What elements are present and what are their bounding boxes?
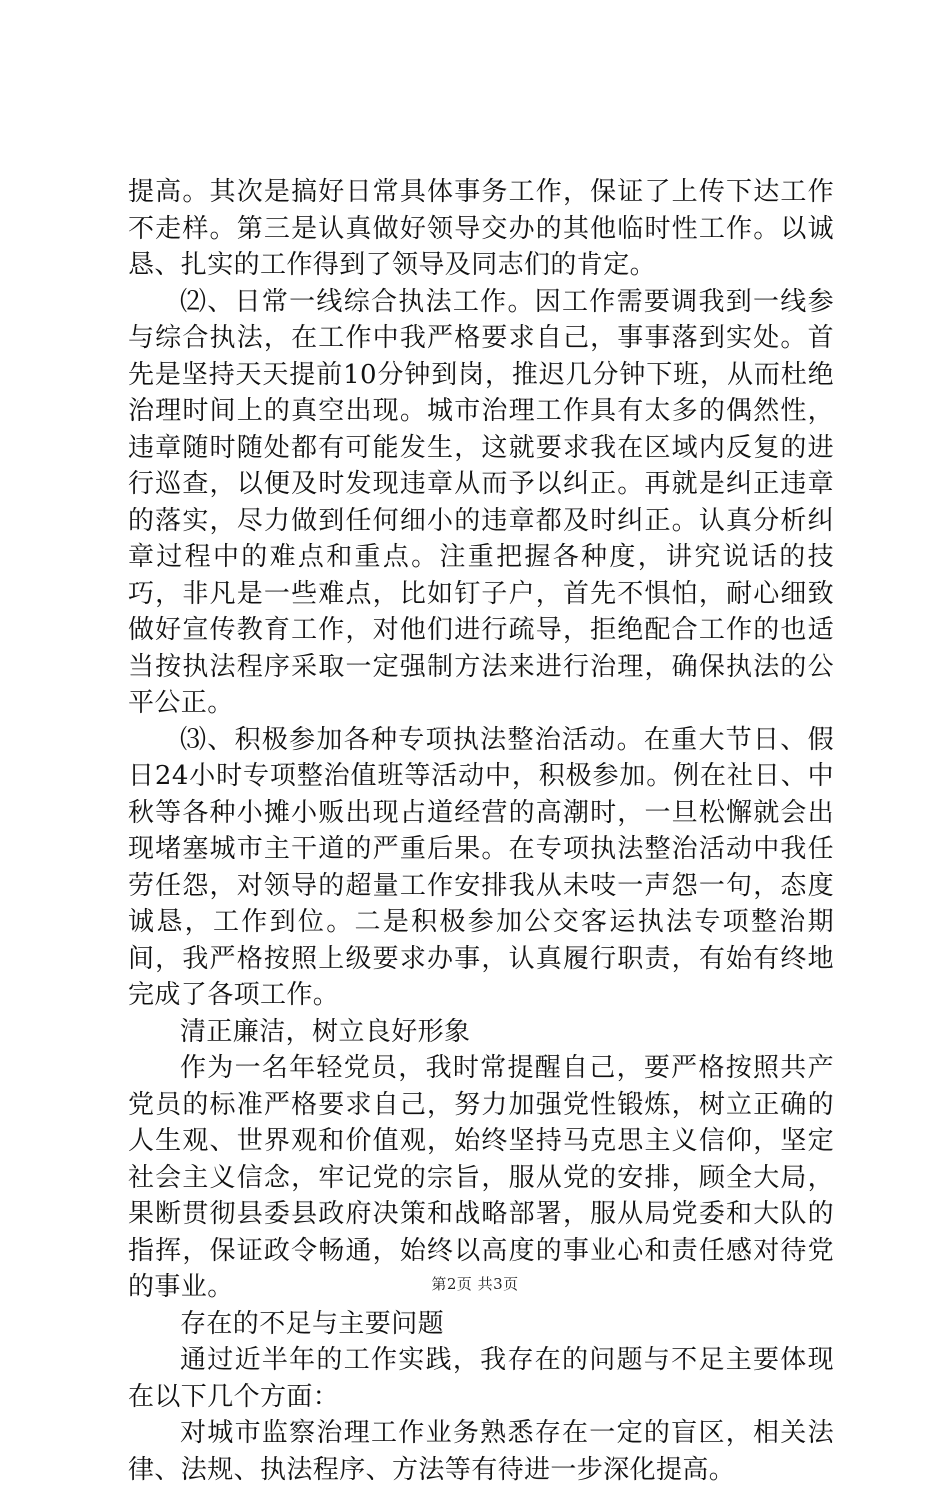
paragraph-special-campaigns: ⑶、积极参加各种专项执法整治活动。在重大节日、假日24小时专项整治值班等活动中，积极参加。例在社日、中秋等各种小摊小贩出现占道经营的高潮时，一旦松懈就会出现堵塞城市主干道的严重后果。在专项执法整治活动中我任劳任怨，对领导的超量工作安排我从未吱一声怨一句，态度诚恳，工作到位。二是积极参加公交客运执法专项整治期间，我严格按照上级要求办事，认真履行职责，有始有终地完成了各项工作。 — [128, 724, 834, 1010]
section-heading-shortcomings: 存在的不足与主要问题 — [180, 1308, 445, 1339]
page-number-footer: 第2页 共3页 — [431, 1275, 519, 1293]
paragraph-shortcoming-1: 对城市监察治理工作业务熟悉存在一定的盲区，相关法律、法规、执法程序、方法等有待进一步深化提高。 — [128, 1418, 834, 1485]
section-heading-integrity: 清正廉洁，树立良好形象 — [180, 1016, 471, 1047]
paragraph-shortcomings-intro: 通过近半年的工作实践，我存在的问题与不足主要体现在以下几个方面： — [128, 1345, 834, 1412]
paragraph-continuation: 提高。其次是搞好日常具体事务工作，保证了上传下达工作不走样。第三是认真做好领导交办的其他临时性工作。以诚恳、扎实的工作得到了领导及同志们的肯定。 — [128, 177, 834, 280]
paragraph-party-member: 作为一名年轻党员，我时常提醒自己，要严格按照共产党员的标准严格要求自己，努力加强党性锻炼，树立正确的人生观、世界观和价值观，始终坚持马克思主义信仰，坚定社会主义信念，牢记党的宗旨，服从党的安排，顾全大局，果断贯彻县委县政府决策和战略部署，服从局党委和大队的指挥，保证政令畅通，始终以高度的事业心和责任感对待党的事业。 — [128, 1053, 834, 1302]
paragraph-frontline-enforcement: ⑵、日常一线综合执法工作。因工作需要调我到一线参与综合执法，在工作中我严格要求自己，事事落到实处。首先是坚持天天提前10分钟到岗，推迟几分钟下班，从而杜绝治理时间上的真空出现。城市治理工作具有太多的偶然性，违章随时随处都有可能发生，这就要求我在区域内反复的进行巡查，以便及时发现违章从而予以纠正。再就是纠正违章的落实，尽力做到任何细小的违章都及时纠正。认真分析纠章过程中的难点和重点。注重把握各种度，讲究说话的技巧，非凡是一些难点，比如钉子户，首先不惧怕，耐心细致做好宣传教育工作，对他们进行疏导，拒绝配合工作的也适当按执法程序采取一定强制方法来进行治理，确保执法的公平公正。 — [128, 286, 834, 718]
